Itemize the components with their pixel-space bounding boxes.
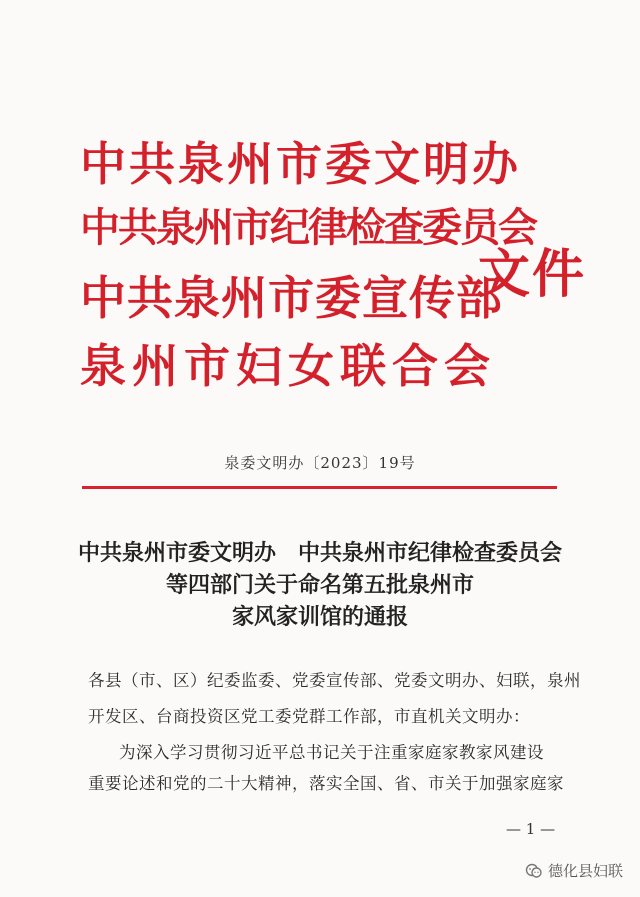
title-line-3: 家风家训馆的通报 (231, 604, 408, 630)
issuer-line-1: 中共泉州市委文明办 (80, 137, 521, 191)
page-number: — 1 — (506, 820, 556, 838)
red-divider (82, 486, 557, 489)
document-type-label: 文件 (478, 244, 587, 305)
paragraph-line-2: 重要论述和党的二十大精神，落实全国、省、市关于加强家庭家 (88, 774, 564, 793)
wechat-icon (525, 862, 543, 880)
title-line-1: 中共泉州市委文明办 中共泉州市纪律检查委员会 (77, 540, 562, 566)
salutation-line-2: 开发区、台商投资区党工委党群工作部，市直机关文明办： (88, 707, 530, 726)
watermark-text: 德化县妇联 (548, 862, 624, 880)
issuer-line-3: 中共泉州市委宣传部 (80, 271, 503, 325)
title-line-2: 等四部门关于命名第五批泉州市 (165, 572, 474, 598)
document-number: 泉委文明办〔2023〕19号 (224, 454, 416, 472)
salutation-line-1: 各县（市、区）纪委监委、党委宣传部、党委文明办、妇联，泉州 (88, 671, 581, 690)
issuer-line-2: 中共泉州市纪律检查委员会 (80, 204, 536, 251)
issuer-line-4: 泉州市妇女联合会 (80, 339, 496, 393)
paragraph-line-1: 为深入学习贯彻习近平总书记关于注重家庭家教家风建设 (119, 743, 544, 762)
watermark (525, 860, 623, 881)
